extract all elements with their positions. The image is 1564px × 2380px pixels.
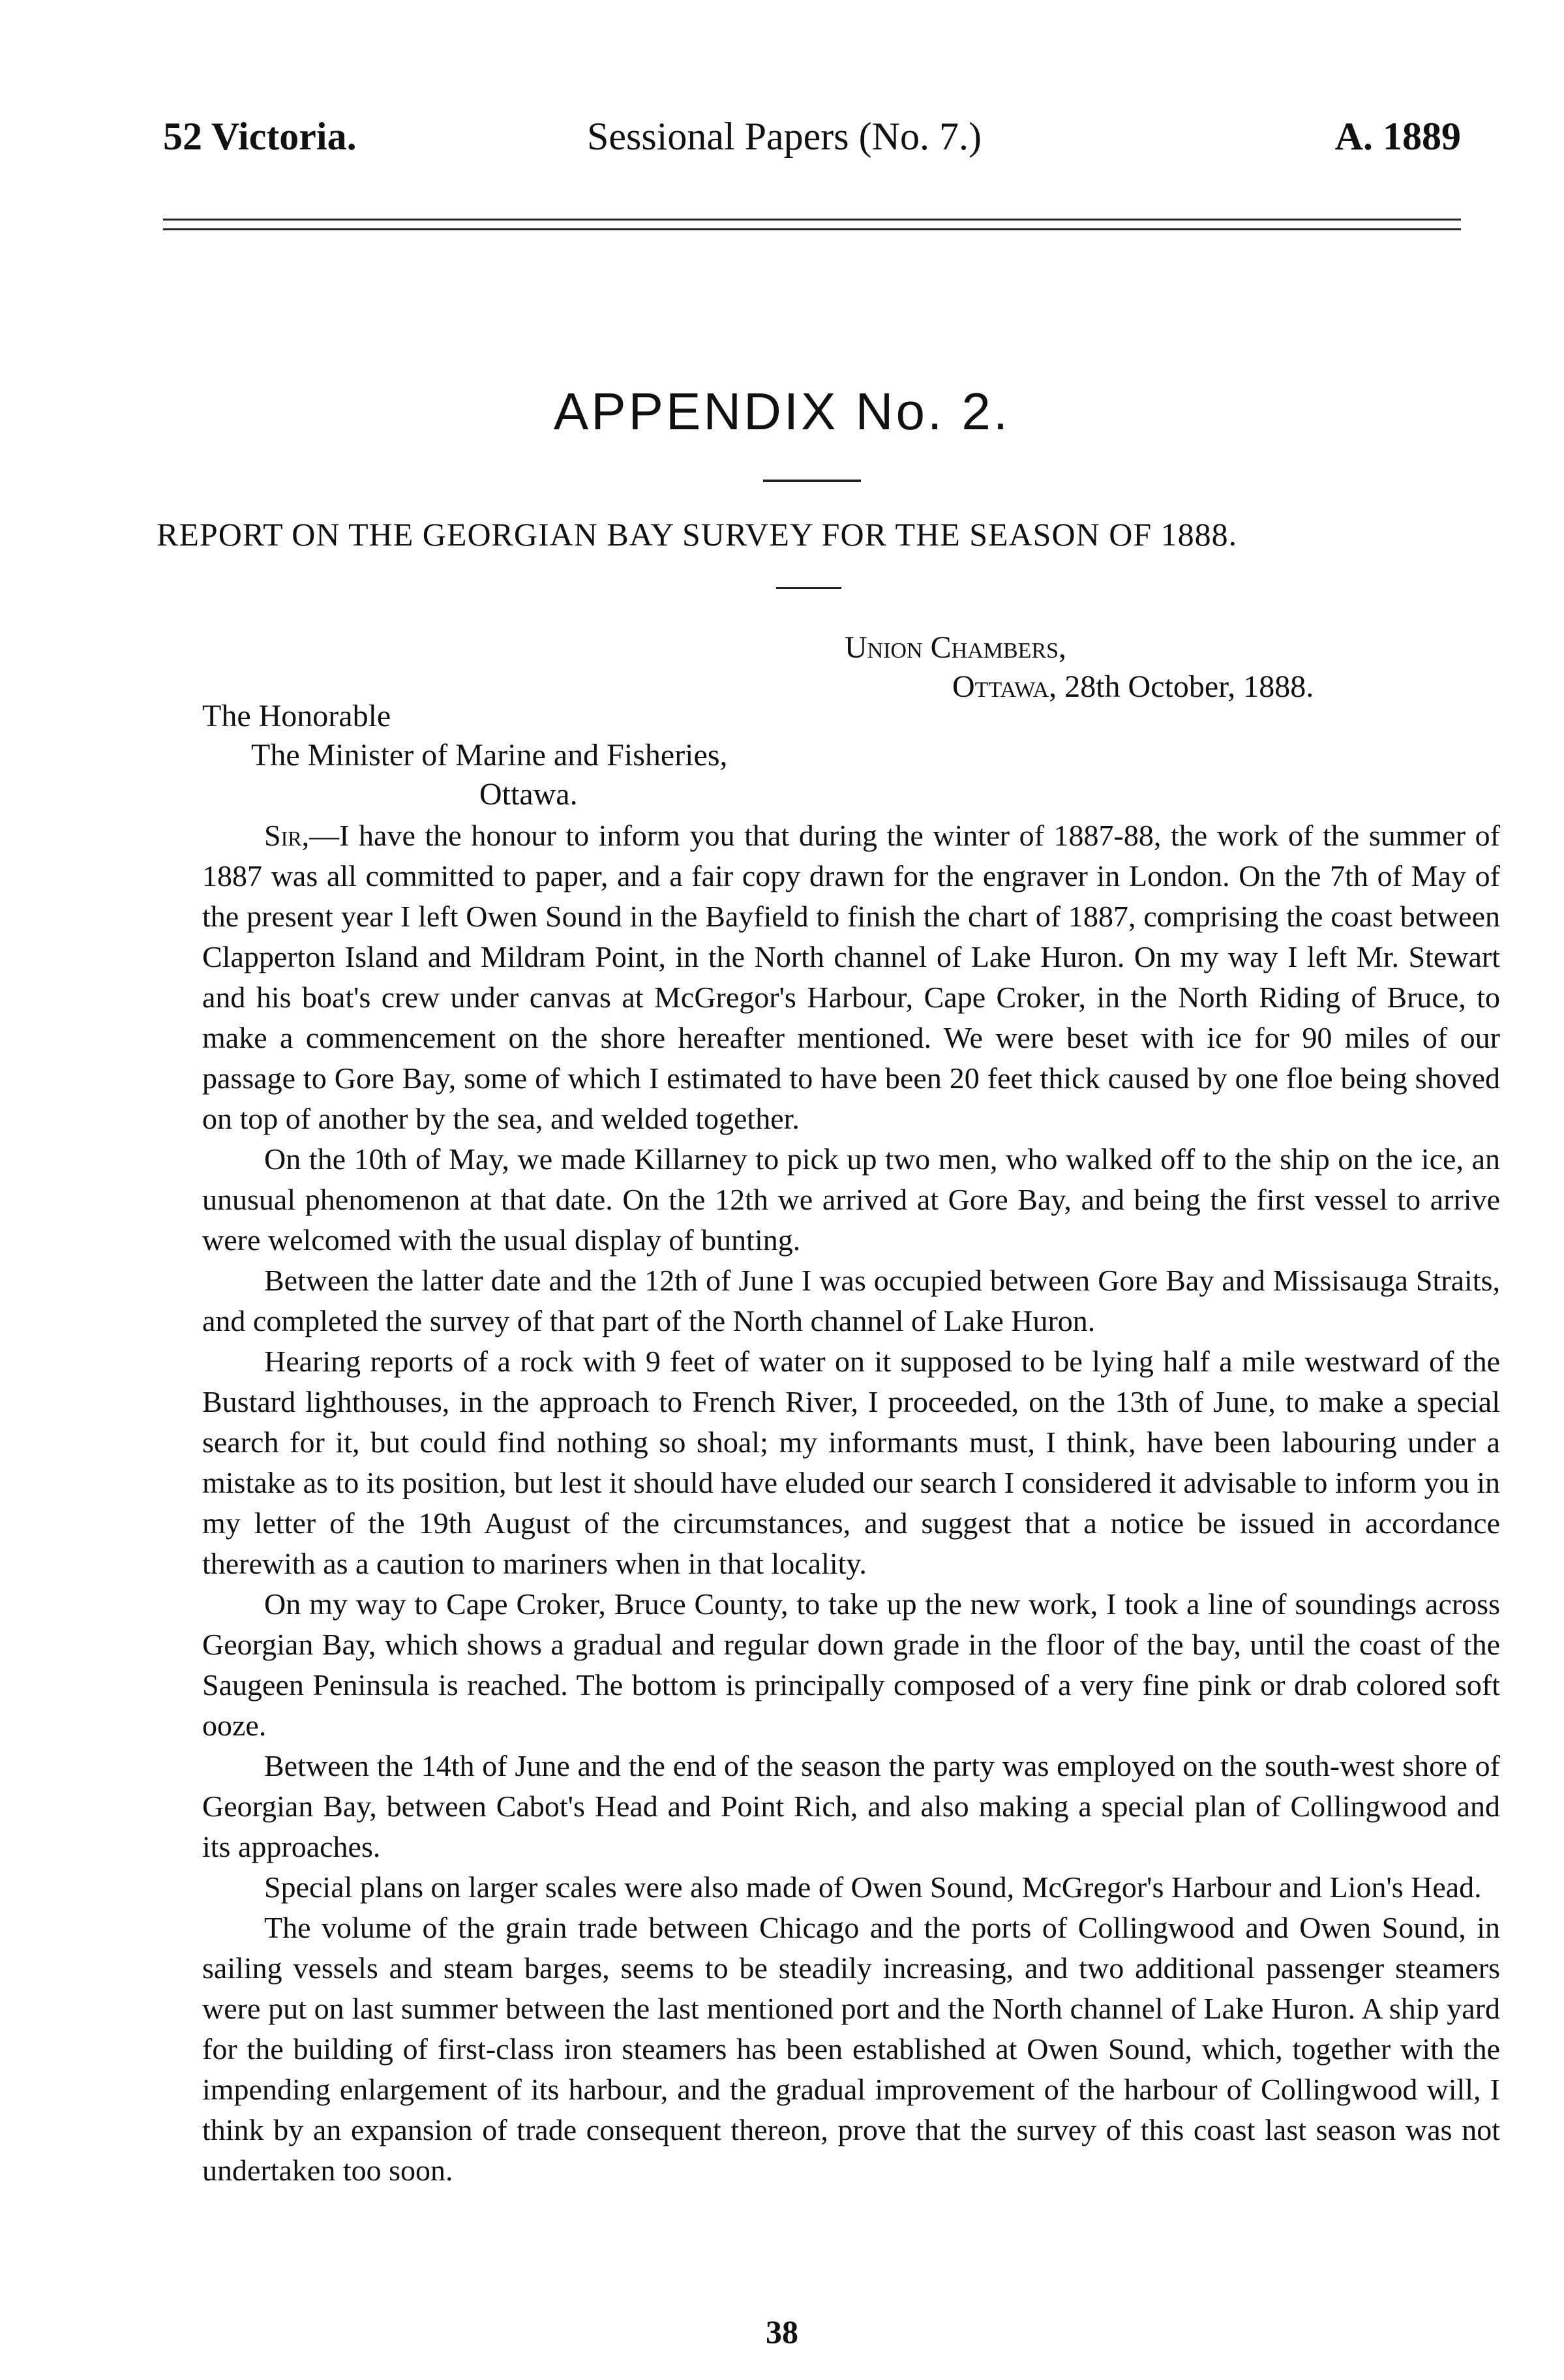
paragraph-8: The volume of the grain trade between Chicago and the ports of Collingwood and Owen Sound, in sailing vessels and steam barges, seems to be steadily increasing, and two additional passenger steamers were put on last summer between the last mentioned port and the North channel of Lake Huron. A ship yard for the building of first-class iron steamers has been established at Owen Sound, which, together with the impending enlargement of its harbour, and the gradual improvement of the harbour of Collingwood will, I think by an expansion of trade consequent thereon, prove that the survey of this coast last season was not undertaken too soon. bbox=[202, 1911, 1500, 2187]
address-city: Ottawa, bbox=[952, 669, 1057, 704]
running-head-volume: 52 Victoria. bbox=[163, 115, 357, 158]
salutation-line-1: The Honorable bbox=[202, 699, 391, 733]
header-rule-bottom bbox=[163, 228, 1461, 230]
address-line-1: Union Chambers, bbox=[845, 630, 1067, 665]
running-head bbox=[163, 114, 1461, 173]
page-number: 38 bbox=[766, 2313, 798, 2350]
header-rule-top bbox=[163, 219, 1461, 221]
salutation-line-2: The Minister of Marine and Fisheries, bbox=[251, 738, 728, 772]
appendix-title: APPENDIX No. 2. bbox=[553, 382, 1011, 440]
letter-body bbox=[202, 816, 1500, 2191]
title-divider bbox=[763, 480, 861, 482]
paragraph-1 bbox=[202, 816, 1500, 1139]
salutation-line-3: Ottawa. bbox=[479, 777, 578, 812]
paragraph-3: Between the latter date and the 12th of June I was occupied between Gore Bay and Missisauga Straits, and completed the survey of that part of the North channel of Lake Huron. bbox=[202, 1264, 1500, 1337]
report-title-divider bbox=[776, 587, 841, 589]
paragraph-2: On the 10th of May, we made Killarney to pick up two men, who walked off to the ship on the ice, an unusual phenomenon at that date. On the 12th we arrived at Gore Bay, and being the first vessel to arrive were welcomed with the usual display of bunting. bbox=[202, 1142, 1500, 1257]
paragraph-1-text: —I have the honour to inform you that during the winter of 1887-88, the work of the summer of 1887 was all committed to paper, and a fair copy drawn for the engraver in London. On the 7th of May of the present year I left Owen Sound in the Bayfield to finish the chart of 1887, comprising the coast between Clapperton Island and Mildram Point, in the North channel of Lake Huron. On my way I left Mr. Stewart and his boat's crew under canvas at McGregor's Harbour, Cape Croker, in the North Riding of Bruce, to make a commencement on the shore hereafter mentioned. We were beset with ice for 90 miles of our passage to Gore Bay, some of which I estimated to have been 20 feet thick caused by one floe being shoved on top of another by the sea, and welded together. bbox=[202, 819, 1500, 1135]
opening-word: Sir, bbox=[264, 819, 310, 852]
running-head-title: Sessional Papers (No. 7.) bbox=[587, 115, 982, 158]
address-date: 28th October, 1888. bbox=[1064, 669, 1314, 704]
running-head-year: A. 1889 bbox=[1334, 115, 1461, 158]
paragraph-7: Special plans on larger scales were also made of Owen Sound, McGregor's Harbour and Lion's Head. bbox=[264, 1870, 1482, 1904]
address-line-2 bbox=[952, 669, 1314, 705]
report-title: REPORT ON THE GEORGIAN BAY SURVEY FOR THE SEASON OF 1888. bbox=[157, 516, 1238, 553]
paragraph-4: Hearing reports of a rock with 9 feet of water on it supposed to be lying half a mile westward of the Bustard lighthouses, in the approach to French River, I proceeded, on the 13th of June, to make a special search for it, but could find nothing so shoal; my informants must, I think, have been labouring under a mistake as to its position, but lest it should have eluded our search I considered it advisable to inform you in my letter of the 19th August of the circumstances, and suggest that a notice be issued in accordance therewith as a caution to mariners when in that locality. bbox=[202, 1345, 1500, 1580]
paragraph-6: Between the 14th of June and the end of the season the party was employed on the south-west shore of Georgian Bay, between Cabot's Head and Point Rich, and also making a special plan of Collingwood and its approaches. bbox=[202, 1749, 1500, 1863]
paragraph-5: On my way to Cape Croker, Bruce County, to take up the new work, I took a line of soundings across Georgian Bay, which shows a gradual and regular down grade in the floor of the bay, until the coast of the Saugeen Peninsula is reached. The bottom is principally composed of a very fine pink or drab colored soft ooze. bbox=[202, 1587, 1500, 1742]
